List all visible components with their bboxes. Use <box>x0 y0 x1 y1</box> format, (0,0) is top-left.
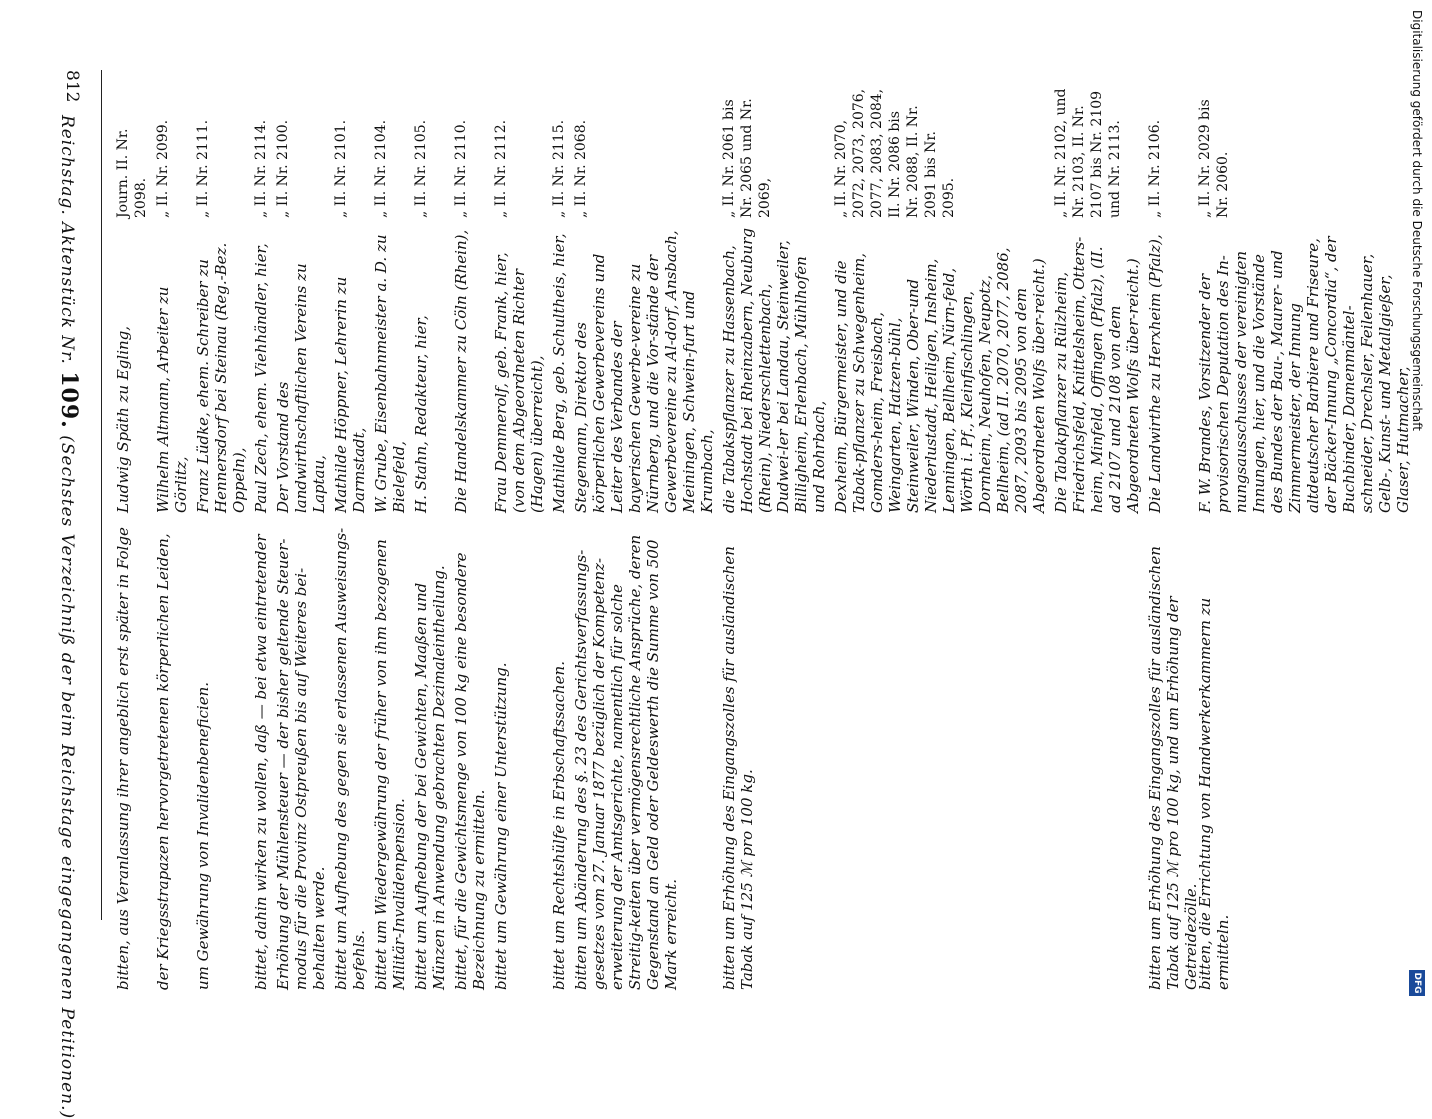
petition-journal-number: „ II. Nr. 2110. <box>453 119 469 218</box>
petitioner-name: Der Vorstand des landwirthschaftlichen Vereins zu Laptau, <box>274 263 328 513</box>
petition-request: bitten, aus Veranlassung ihrer angeblich erst später in Folge <box>114 527 132 990</box>
petition-request: bitten, die Errichtung von Handwerkerkammern zu ermitteln. <box>1196 597 1232 990</box>
header-text-after: (Sechstes Verzeichniß der beim Reichstage eingegangenen Petitionen.) <box>57 435 77 1119</box>
petitioner-name: Die Landwirthe zu Herxheim (Pfalz), <box>1146 234 1164 513</box>
petition-journal-number: „ II. Nr. 2104. <box>373 119 389 218</box>
petitioner-name: Wilhelm Altmann, Arbeiter zu Görlitz, <box>154 286 190 513</box>
petitioner-name: Mathilde Berg, geb. Schultheis, hier, <box>550 233 568 513</box>
petition-journal-number: „ II. Nr. 2102, und Nr. 2103, II. Nr. 2107 bis Nr. 2109 und Nr. 2113. <box>1053 88 1123 218</box>
petition-journal-number: Journ. II. Nr. 2098. <box>115 128 149 218</box>
petitioner-name: Dexheim, Bürgermeister, und die Tabak-pflanzer zu Schwegenheim, Gomders-heim, Freisbach, Weingarten, Hatzen-bühl, Steinweiler, Winden, Ober-und Niederlustadt, Heiligen, Insheim, Lenningen, Bellheim, Nürn-feld, Wörth i. Pf., Kleinfischlingen, Dornheim, Neuhofen, Neupotz, Bellheim, (ad II. 2070, 2077, 2086, 2087, 2093 bis 2095 von dem Abgeordneten Wolfs über-reicht.) <box>832 247 1048 513</box>
petition-request: bittet, für die Gewichtsmenge von 100 kg eine besondere Bezeichnung zu ermitteln. <box>452 552 488 990</box>
petition-request: bitten um Erhöhung des Eingangszolles für ausländischen Tabak auf 125 ℳ pro 100 kg, und um Erhöhung der Getreidezölle. <box>1146 546 1200 990</box>
petitioner-name: Franz Lüdke, ehem. Schreiber zu Hennersdorf bei Steinau (Reg.-Bez. Oppeln), <box>194 242 248 513</box>
petitioner-name: Die Tabakpflanzer zu Rülzheim, Friedrichsfeld, Knittelsheim, Otters-heim, Minfeld, Offingen (Pfalz), (II. ad 2107 und 2108 von dem Abgeordneten Wolfs über-reicht.) <box>1052 236 1142 513</box>
petition-journal-number: „ II. Nr. 2029 bis Nr. 2060. <box>1197 99 1231 218</box>
petition-journal-number: „ II. Nr. 2111. <box>195 119 211 218</box>
petitioner-name: H. Stahn, Redakteur, hier, <box>412 315 430 513</box>
petition-journal-number: „ II. Nr. 2061 bis Nr. 2065 und Nr. 2069, <box>721 98 773 218</box>
petition-request: bittet um Gewährung einer Unterstützung. <box>492 662 510 990</box>
petition-request: bittet um Aufhebung der bei Gewichten, Maaßen und Münzen in Anwendung gebrachten Dezimaleintheilung. <box>412 565 448 990</box>
page-header <box>50 70 90 1119</box>
petition-journal-number: „ II. Nr. 2106. <box>1147 119 1163 218</box>
petition-request: bitten um Erhöhung des Eingangszolles für ausländischen Tabak auf 125 ℳ pro 100 kg. <box>720 546 756 990</box>
petition-request <box>1052 520 1142 990</box>
petition-journal-number: „ II. Nr. 2070, 2072, 2073, 2076, 2077, 2083, 2084, II. Nr. 2086 bis Nr. 2088, II. Nr. 2091 bis Nr. 2095. <box>833 88 957 218</box>
petition-journal-number: „ II. Nr. 2099. <box>155 119 171 218</box>
petitioner-name: Paul Zech, ehem. Viehhändler, hier, <box>252 243 270 513</box>
dfg-logo: DFG <box>1409 970 1425 996</box>
petition-journal-number: „ II. Nr. 2100. <box>275 119 291 218</box>
petitioner-name: F. W. Brandes, Vorsitzender der provisorischen Deputation des In-nungsausschusses der vereinigten Innungen, hier, und die Vorstände des Bundes der Bau-, Maurer- und Zimmermeister, der Innung altdeutscher Barbiere und Friseure, der Bäcker-Innung „Concordia“, der Buchbinder, Damenmäntel-schneider, Drechsler, Feilenhauer, Gelb-, Kunst- und Metallgießer, Glaser, Hutmacher, <box>1196 236 1412 513</box>
petition-journal-number: „ II. Nr. 2105. <box>413 119 429 218</box>
petitioner-name: Die Handelskammer zu Cöln (Rhein), <box>452 229 470 513</box>
petition-request: bittet um Aufhebung des gegen sie erlassenen Ausweisungs-befehls. <box>332 527 368 990</box>
header-rule <box>101 70 102 920</box>
petition-request: Erhöhung der Mühlensteuer — der bisher geltende Steuer-modus für die Provinz Ostpreußen bis auf Weiteres bei-behalten werde. <box>274 538 328 990</box>
petition-journal-number: „ II. Nr. 2115. <box>551 119 567 218</box>
petition-request: bitten um Abänderung des §. 23 des Gerichtsverfassungs-gesetzes vom 27. Januar 1877 bezüglich der Kompetenz-erweiterung der Amtsgerichte, namentlich für solche Streitig-keiten über vermögensrechtliche Ansprüche, deren Gegenstand an Geld oder Geldeswerth die Summe von 500 Mark erreicht. <box>572 534 680 990</box>
petition-request: um Gewährung von Invalidenbeneficien. <box>194 681 212 990</box>
header-number: 109. <box>56 371 82 429</box>
header-title <box>56 115 82 1119</box>
petition-request: der Kriegsstrapazen hervorgetretenen körperlichen Leiden, <box>154 533 172 990</box>
petitioner-name: Ludwig Späth zu Egling, <box>114 325 132 513</box>
petitioner-name: Mathilde Höppner, Lehrerin zu Darmstadt, <box>332 276 368 513</box>
petition-request: bittet um Rechtshülfe in Erbschaftssachen. <box>550 661 568 990</box>
page-number: 812 <box>62 70 82 103</box>
petition-journal-number: „ II. Nr. 2101. <box>333 119 349 218</box>
petitioner-name: W. Grube, Eisenbahnmeister a. D. zu Bielefeld, <box>372 234 408 513</box>
petition-request <box>832 520 1048 990</box>
petition-request: bittet, dahin wirken zu wollen, daß — bei etwa eintretender <box>252 534 270 990</box>
petition-journal-number: „ II. Nr. 2114. <box>253 119 269 218</box>
petitioner-name: Frau Demmerolf, geb. Frank, hier, (von dem Abgeordneten Richter (Hagen) überreicht), <box>492 252 546 513</box>
credit-text: Digitalisierung gefördert durch die Deutsche Forschungsgemeinschaft <box>1410 10 1424 432</box>
petition-journal-number: „ II. Nr. 2068. <box>573 119 589 218</box>
petitioner-name: die Tabakspflanzer zu Hassenbach, Hochstadt bei Rheinzabern, Neuburg (Rhein), Niederschlettenbach, Dudwei-ler bei Landau, Steinweiler, Billigheim, Erlenbach, Mühlhofen und Rohrbach, <box>720 228 828 513</box>
petitioner-name: Stegemann, Direktor des körperlichen Gewerbevereins und Leiter des Verbandes der bayerischen Gewerbe-vereine zu Nürnberg, und die Vor-stände der Gewerbevereine zu Al-dorf, Ansbach, Meiningen, Schwein-furt und Krumbach, <box>572 230 716 513</box>
header-text-before: Reichstag. Aktenstück Nr. <box>57 115 77 365</box>
petition-request: bittet um Wiedergewährung der früher von ihm bezogenen Militär-Invalidenpension. <box>372 539 408 990</box>
petition-journal-number: „ II. Nr. 2112. <box>493 119 509 218</box>
